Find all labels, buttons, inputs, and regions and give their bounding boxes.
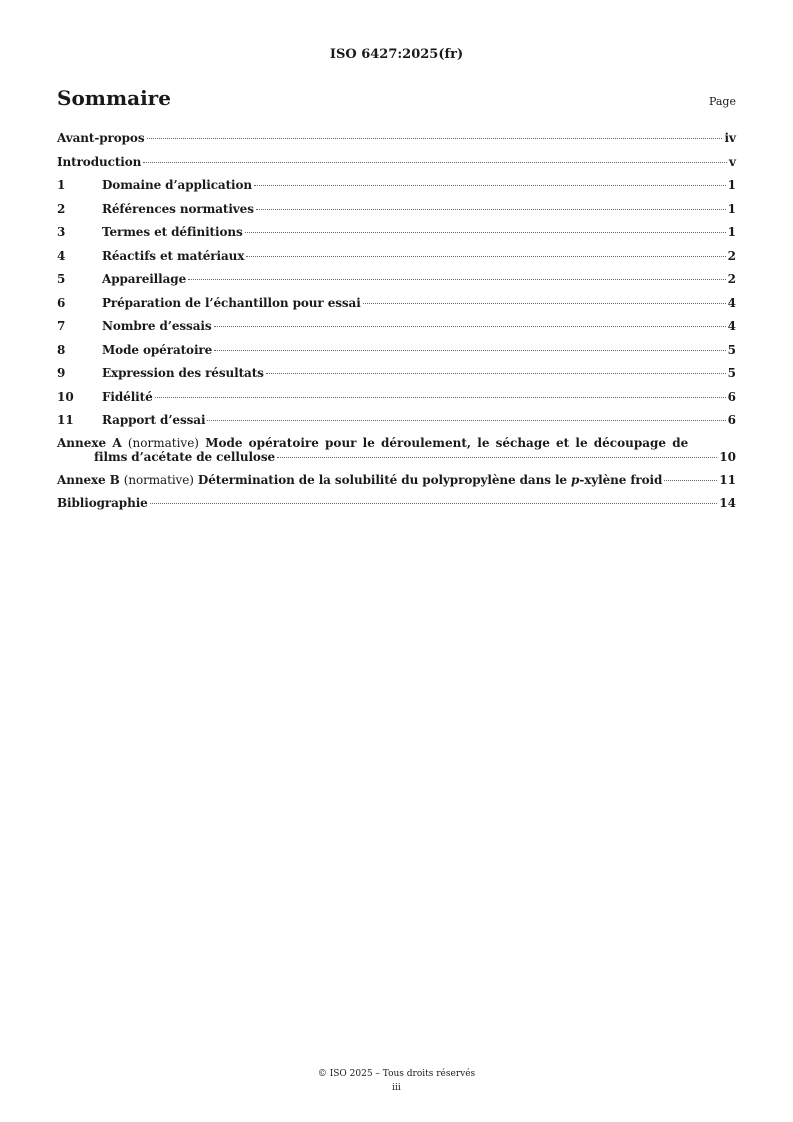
dot-leader xyxy=(147,138,723,139)
dot-leader xyxy=(214,350,725,351)
copyright-notice: © ISO 2025 – Tous droits réservés xyxy=(317,1069,476,1079)
toc-title-row xyxy=(57,86,736,110)
toc-entry-label: Introduction xyxy=(57,154,142,169)
toc-entry-page: 4 xyxy=(727,295,736,310)
toc-entry-page: 4 xyxy=(727,319,736,333)
toc-entry-annex-a[interactable] xyxy=(57,436,736,464)
toc-entry-label: Références normatives xyxy=(102,201,254,216)
toc-entry-number: 10 xyxy=(57,389,74,404)
toc-title: Sommaire xyxy=(57,86,171,110)
toc-entry-label: Avant-propos xyxy=(57,131,145,145)
dot-leader xyxy=(155,397,726,398)
toc-entry-2[interactable] xyxy=(57,201,736,225)
toc-entry-label: Mode opératoire xyxy=(102,342,213,357)
dot-leader xyxy=(150,503,718,504)
toc-entry-label: Termes et définitions xyxy=(102,225,243,239)
annex-type: (normative) xyxy=(123,472,194,487)
toc-entry-bibliography[interactable] xyxy=(57,495,736,519)
toc-entry-label: Préparation de l’échantillon pour essai xyxy=(102,295,361,310)
toc-entry-10[interactable] xyxy=(57,389,736,413)
toc-entry-label: Expression des résultats xyxy=(102,366,264,380)
page-column-label: Page xyxy=(708,95,736,108)
toc-entry-page: iv xyxy=(724,131,736,145)
toc-entry-label xyxy=(57,472,662,488)
dot-leader xyxy=(254,185,726,186)
toc-entry-page: 11 xyxy=(719,472,736,487)
dot-leader xyxy=(363,303,726,304)
dot-leader xyxy=(256,209,726,210)
toc-entry-page: 2 xyxy=(727,272,736,286)
toc-entry-5[interactable] xyxy=(57,271,736,295)
annex-type: (normative) xyxy=(127,435,199,450)
dot-leader xyxy=(246,256,725,257)
toc-entry-4[interactable] xyxy=(57,248,736,272)
toc-entry-3[interactable] xyxy=(57,224,736,248)
toc-entry-label: Bibliographie xyxy=(57,496,148,510)
toc-entry-page: 1 xyxy=(727,201,736,216)
toc-entry-number: 6 xyxy=(57,295,66,310)
toc-entry-number: 5 xyxy=(57,272,66,286)
table-of-contents xyxy=(57,130,736,519)
toc-entry-number: 3 xyxy=(57,225,66,239)
page-number: iii xyxy=(392,1083,401,1093)
toc-entry-label: Fidélité xyxy=(102,389,153,404)
toc-entry-page: 1 xyxy=(727,178,736,192)
page-footer xyxy=(0,1067,793,1095)
dot-leader xyxy=(664,480,717,481)
toc-entry-8[interactable] xyxy=(57,342,736,366)
toc-entry-introduction[interactable] xyxy=(57,154,736,178)
toc-entry-number: 2 xyxy=(57,201,66,216)
dot-leader xyxy=(214,326,726,327)
dot-leader xyxy=(277,457,717,458)
toc-entry-page: 5 xyxy=(727,366,736,380)
annex-title-line1: Mode opératoire pour le déroulement, le séchage et le découpage de xyxy=(205,435,689,450)
toc-entry-number: 9 xyxy=(57,366,66,380)
toc-entry-6[interactable] xyxy=(57,295,736,319)
dot-leader xyxy=(266,373,726,374)
toc-entry-number: 7 xyxy=(57,319,66,333)
dot-leader xyxy=(188,279,726,280)
toc-entry-foreword[interactable] xyxy=(57,130,736,154)
annex-title-line2: films d’acétate de cellulose xyxy=(94,449,276,464)
dot-leader xyxy=(245,232,726,233)
toc-entry-number: 11 xyxy=(57,413,74,427)
annex-title: Détermination de la solubilité du polypropylène dans le p-xylène froid xyxy=(197,472,663,487)
toc-entry-label: Réactifs et matériaux xyxy=(102,248,245,263)
toc-entry-9[interactable] xyxy=(57,365,736,389)
toc-entry-1[interactable] xyxy=(57,177,736,201)
toc-entry-page: 10 xyxy=(719,449,736,464)
toc-entry-label: Domaine d’application xyxy=(102,178,253,192)
annex-label: Annexe A xyxy=(57,435,122,450)
toc-entry-annex-b[interactable] xyxy=(57,472,736,496)
toc-entry-page: 6 xyxy=(727,389,736,404)
annex-label: Annexe B xyxy=(57,472,120,487)
toc-entry-page: 2 xyxy=(727,248,736,263)
dot-leader xyxy=(207,420,725,421)
toc-entry-number: 4 xyxy=(57,248,66,263)
toc-entry-7[interactable] xyxy=(57,318,736,342)
dot-leader xyxy=(143,162,727,163)
toc-entry-page: 6 xyxy=(727,413,736,427)
toc-entry-page: 5 xyxy=(727,342,736,357)
toc-entry-11[interactable] xyxy=(57,412,736,436)
toc-entry-number: 1 xyxy=(57,178,66,192)
toc-entry-label: Appareillage xyxy=(102,272,187,286)
document-id-header: ISO 6427:2025(fr) xyxy=(329,47,464,62)
toc-entry-label: Nombre d’essais xyxy=(102,319,212,333)
toc-entry-page: v xyxy=(729,154,736,169)
toc-entry-label: Rapport d’essai xyxy=(102,413,206,427)
toc-entry-page: 14 xyxy=(719,496,736,510)
toc-entry-number: 8 xyxy=(57,342,66,357)
toc-entry-page: 1 xyxy=(727,225,736,239)
